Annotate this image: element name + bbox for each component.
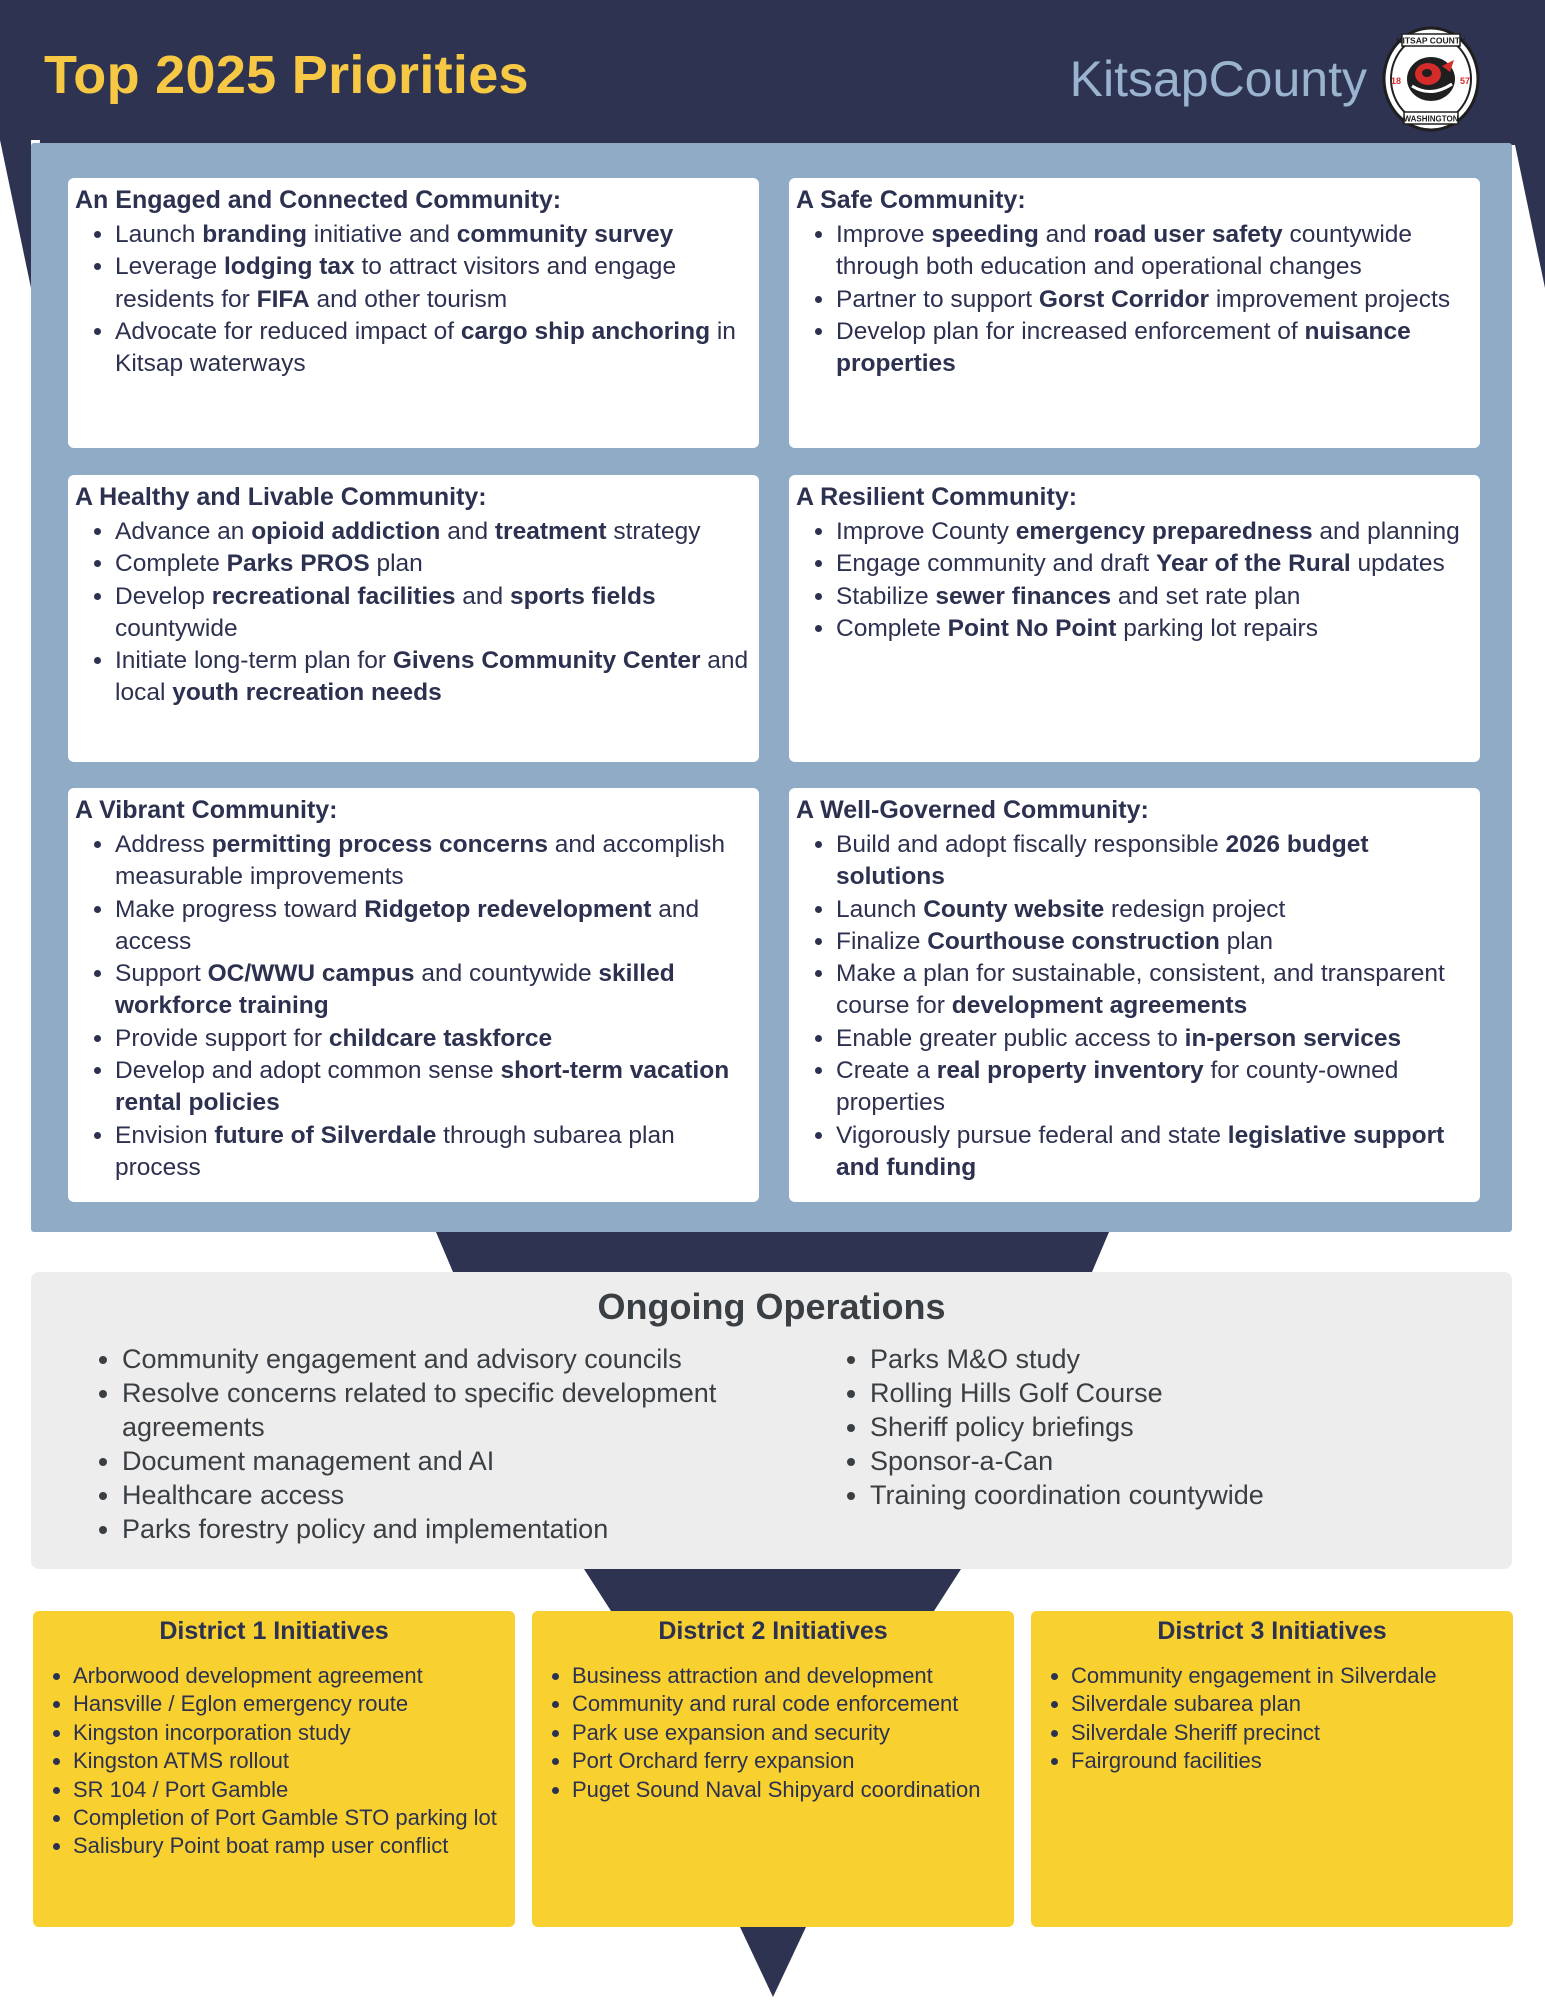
priority-card [68, 788, 759, 1202]
priority-item-emphasis: sports fields [509, 582, 656, 610]
priority-item-emphasis: recreational facilities [211, 582, 456, 610]
priority-item [115, 894, 751, 959]
funnel-bottom-arrow [740, 1927, 806, 2000]
seal-year-right: 57 [1460, 76, 1471, 86]
priority-item-emphasis: FIFA [256, 285, 310, 313]
priority-item-text: Enable greater public access to [836, 1024, 1185, 1052]
priority-item-emphasis: real property inventory [936, 1057, 1204, 1085]
priority-item-emphasis: treatment [494, 518, 607, 545]
priority-item-text: Address [115, 831, 212, 858]
district-list [1031, 1662, 1513, 1776]
district-item: • Puget Sound Naval Shipyard coordination [572, 1776, 1014, 1804]
ongoing-operations-left-list [82, 1342, 822, 1546]
priority-card [789, 788, 1480, 1202]
ongoing-operation-item: • Community engagement and advisory councils [122, 1342, 822, 1376]
priority-item [115, 219, 751, 251]
priority-item-text: and [1038, 221, 1094, 248]
priority-item-emphasis: 2026 budget solutions [836, 831, 1369, 891]
priority-item-text: through subarea plan process [115, 1121, 675, 1181]
priority-item-text: and access [115, 895, 700, 955]
priority-item-emphasis: in-person services [1184, 1024, 1402, 1052]
priority-item-emphasis: branding [202, 221, 307, 248]
priority-item-emphasis: lodging tax [223, 253, 355, 281]
funnel-connector [584, 1569, 961, 1611]
priority-card-title: A Safe Community: [796, 186, 1026, 214]
priority-item [836, 894, 1472, 926]
priority-item [836, 926, 1472, 958]
priority-item [836, 958, 1472, 1023]
priority-item-emphasis: permitting process concerns [211, 831, 548, 858]
page-title: Top 2025 Priorities [44, 45, 529, 105]
priority-item-text: and other tourism [309, 285, 508, 313]
priority-item-text: Provide support for [115, 1024, 329, 1052]
priority-card-title: A Vibrant Community: [75, 796, 338, 824]
priority-item-emphasis: nuisance properties [836, 317, 1411, 378]
district-title: District 3 Initiatives [1157, 1617, 1387, 1645]
priority-item-emphasis: road user safety [1093, 221, 1283, 248]
priority-item-emphasis: childcare taskforce [328, 1024, 553, 1052]
district-box [532, 1611, 1014, 1927]
priority-item [836, 581, 1472, 613]
priority-item-text: Make progress toward [115, 895, 365, 923]
priority-item-emphasis: community survey [456, 221, 674, 248]
priority-item-text: redesign project [1104, 895, 1286, 923]
funnel-connector [436, 1232, 1109, 1272]
district-item: • Silverdale subarea plan [1071, 1690, 1513, 1718]
priority-item-emphasis: skilled workforce training [115, 960, 675, 1020]
priority-item-emphasis: speeding [931, 221, 1039, 248]
priority-item-text: Develop plan for increased enforcement of [836, 317, 1305, 345]
priority-list [796, 219, 1472, 380]
priority-item-text: Engage community and draft [836, 550, 1157, 578]
priority-item-text: plan [369, 550, 423, 578]
priority-item [115, 1023, 751, 1055]
ongoing-operation-item: • Sheriff policy briefings [870, 1410, 1510, 1444]
priorities-panel [31, 143, 1512, 1232]
priority-item [836, 316, 1472, 381]
priority-item-emphasis: emergency preparedness [1015, 518, 1313, 545]
priority-item-text: Leverage [115, 253, 224, 281]
priority-item-emphasis: Point No Point [947, 614, 1117, 642]
district-item: • Fairground facilities [1071, 1747, 1513, 1775]
ongoing-operation-item: • Resolve concerns related to specific development agreements [122, 1376, 822, 1444]
priority-item-text: Develop and adopt common sense [115, 1057, 501, 1085]
priority-item-text: plan [1219, 927, 1274, 955]
district-item: • Salisbury Point boat ramp user conflict [73, 1832, 515, 1860]
priority-card [789, 475, 1480, 762]
priority-item-emphasis: OC/WWU campus [207, 960, 415, 988]
priority-item-text: Finalize [836, 927, 928, 955]
priority-item-text: and [440, 518, 495, 545]
priority-item-emphasis: Year of the Rural [1156, 550, 1351, 578]
district-item: • Kingston incorporation study [73, 1719, 515, 1747]
ongoing-operations-right-list [830, 1342, 1510, 1512]
priority-item-emphasis: Ridgetop redevelopment [364, 895, 652, 923]
priority-item-emphasis: youth recreation needs [172, 679, 442, 707]
priority-item [836, 219, 1472, 284]
priority-item [836, 613, 1472, 645]
priority-item [836, 516, 1472, 548]
priority-item-text: Improve County [836, 518, 1016, 545]
priority-item-text: Vigorously pursue federal and state [836, 1121, 1228, 1149]
seal-top-text: KITSAP COUNTY [1396, 35, 1466, 46]
priority-item-emphasis: Courthouse construction [927, 927, 1220, 955]
priority-item-text: strategy [606, 518, 701, 545]
priority-card-title: A Resilient Community: [796, 483, 1078, 511]
priority-item-text: Stabilize [836, 582, 936, 610]
priority-list [75, 829, 751, 1184]
priority-item-text: countywide [115, 614, 238, 642]
priority-item [115, 958, 751, 1023]
priority-item-text: initiative and [306, 221, 457, 248]
ongoing-operation-item: • Parks M&O study [870, 1342, 1510, 1376]
priority-item-text: and [455, 582, 510, 610]
priority-item-text: and local [115, 647, 749, 707]
priority-item [836, 829, 1472, 894]
priority-item-text: Develop [115, 582, 212, 610]
district-item: • SR 104 / Port Gamble [73, 1776, 515, 1804]
priority-item-emphasis: County website [923, 895, 1105, 923]
priority-item [115, 548, 751, 580]
priority-card-title: An Engaged and Connected Community: [75, 186, 562, 214]
priority-item-text: Complete [836, 614, 948, 642]
ongoing-operation-item: • Document management and AI [122, 1444, 822, 1478]
county-seal-logo [1382, 26, 1480, 132]
priority-item-emphasis: Gorst Corridor [1038, 285, 1210, 313]
district-list [532, 1662, 1014, 1804]
priority-item-emphasis: development agreements [951, 992, 1248, 1020]
priority-item-text: updates [1350, 550, 1445, 578]
district-item: • Port Orchard ferry expansion [572, 1747, 1014, 1775]
district-item: • Completion of Port Gamble STO parking lot [73, 1804, 515, 1832]
priority-item-text: for county-owned properties [836, 1057, 1399, 1117]
priority-item [115, 829, 751, 894]
priority-item-text: Improve [836, 221, 932, 248]
priority-list [75, 219, 751, 380]
priority-item-text: Advance an [115, 518, 252, 545]
priority-item [836, 284, 1472, 316]
priority-item-text: Partner to support [836, 285, 1039, 313]
ongoing-operations-panel [31, 1272, 1512, 1569]
priority-item [115, 251, 751, 316]
priority-item [115, 1120, 751, 1185]
district-item: • Arborwood development agreement [73, 1662, 515, 1690]
priority-item-text: Launch [115, 221, 203, 248]
district-item: • Business attraction and development [572, 1662, 1014, 1690]
ongoing-operation-item: • Sponsor-a-Can [870, 1444, 1510, 1478]
district-item: • Park use expansion and security [572, 1719, 1014, 1747]
district-item: • Community engagement in Silverdale [1071, 1662, 1513, 1690]
seal-year-left: 18 [1391, 76, 1402, 86]
priority-item-text: to attract visitors and engage residents for [115, 253, 677, 313]
priority-item-emphasis: short-term vacation rental policies [115, 1057, 730, 1117]
priority-item-text: and countywide [414, 960, 599, 988]
district-item: • Silverdale Sheriff precinct [1071, 1719, 1513, 1747]
priority-item-emphasis: legislative support and funding [836, 1121, 1445, 1181]
priority-item-text: parking lot repairs [1116, 614, 1318, 642]
priority-item [836, 1120, 1472, 1185]
priority-item [115, 581, 751, 646]
priority-item-text: Envision [115, 1121, 215, 1149]
priority-item [115, 316, 751, 381]
priority-item-emphasis: Givens Community Center [392, 647, 701, 675]
priority-item-text: improvement projects [1209, 285, 1451, 313]
priority-card-title: A Well-Governed Community: [796, 796, 1149, 824]
district-box [1031, 1611, 1513, 1927]
priority-item [836, 548, 1472, 580]
priority-item-emphasis: future of Silverdale [214, 1121, 437, 1149]
priority-item-text: Initiate long-term plan for [115, 647, 393, 675]
priority-item-emphasis: Parks PROS [226, 550, 370, 578]
district-title: District 2 Initiatives [658, 1617, 888, 1645]
priority-item [836, 1055, 1472, 1120]
priority-card-title: A Healthy and Livable Community: [75, 483, 487, 511]
priority-card [68, 475, 759, 762]
priority-item [115, 1055, 751, 1120]
district-title: District 1 Initiatives [159, 1617, 389, 1645]
priority-item-text: in Kitsap waterways [115, 317, 736, 378]
priority-item-text: and accomplish measurable improvements [115, 831, 726, 891]
seal-bottom-text: WASHINGTON [1403, 114, 1459, 124]
priority-item-emphasis: opioid addiction [251, 518, 441, 545]
ongoing-operation-item: • Parks forestry policy and implementation [122, 1512, 822, 1546]
priority-item-emphasis: cargo ship anchoring [460, 317, 711, 345]
priority-item [836, 1023, 1472, 1055]
priority-item-text: Launch [836, 895, 924, 923]
priority-item-text: Complete [115, 550, 227, 578]
district-item: • Community and rural code enforcement [572, 1690, 1014, 1718]
priority-item [115, 516, 751, 548]
district-box [33, 1611, 515, 1927]
ongoing-operation-item: • Rolling Hills Golf Course [870, 1376, 1510, 1410]
priority-item-text: Advocate for reduced impact of [115, 317, 461, 345]
ongoing-operation-item: • Training coordination countywide [870, 1478, 1510, 1512]
district-item: • Hansville / Eglon emergency route [73, 1690, 515, 1718]
priority-item-emphasis: sewer finances [935, 582, 1112, 610]
priority-item-text: Make a plan for sustainable, consistent, and transparent course for [836, 960, 1445, 1020]
ongoing-operations-title: Ongoing Operations [597, 1286, 946, 1327]
priority-item-text: and planning [1312, 518, 1460, 545]
priority-item-text: Support [115, 960, 208, 988]
priority-item [115, 645, 751, 710]
county-brand-name: KitsapCounty [1069, 51, 1367, 107]
ongoing-operation-item: • Healthcare access [122, 1478, 822, 1512]
priority-card [68, 178, 759, 448]
priority-item-text: Create a [836, 1057, 937, 1085]
district-list [33, 1662, 515, 1861]
priority-item-text: and set rate plan [1111, 582, 1301, 610]
priority-item-text: countywide through both education and operational changes [836, 221, 1413, 281]
district-item: • Kingston ATMS rollout [73, 1747, 515, 1775]
priority-list [75, 516, 751, 710]
priority-list [796, 829, 1472, 1184]
priority-item-text: Build and adopt fiscally responsible [836, 831, 1226, 858]
priority-card [789, 178, 1480, 448]
priority-list [796, 516, 1472, 645]
